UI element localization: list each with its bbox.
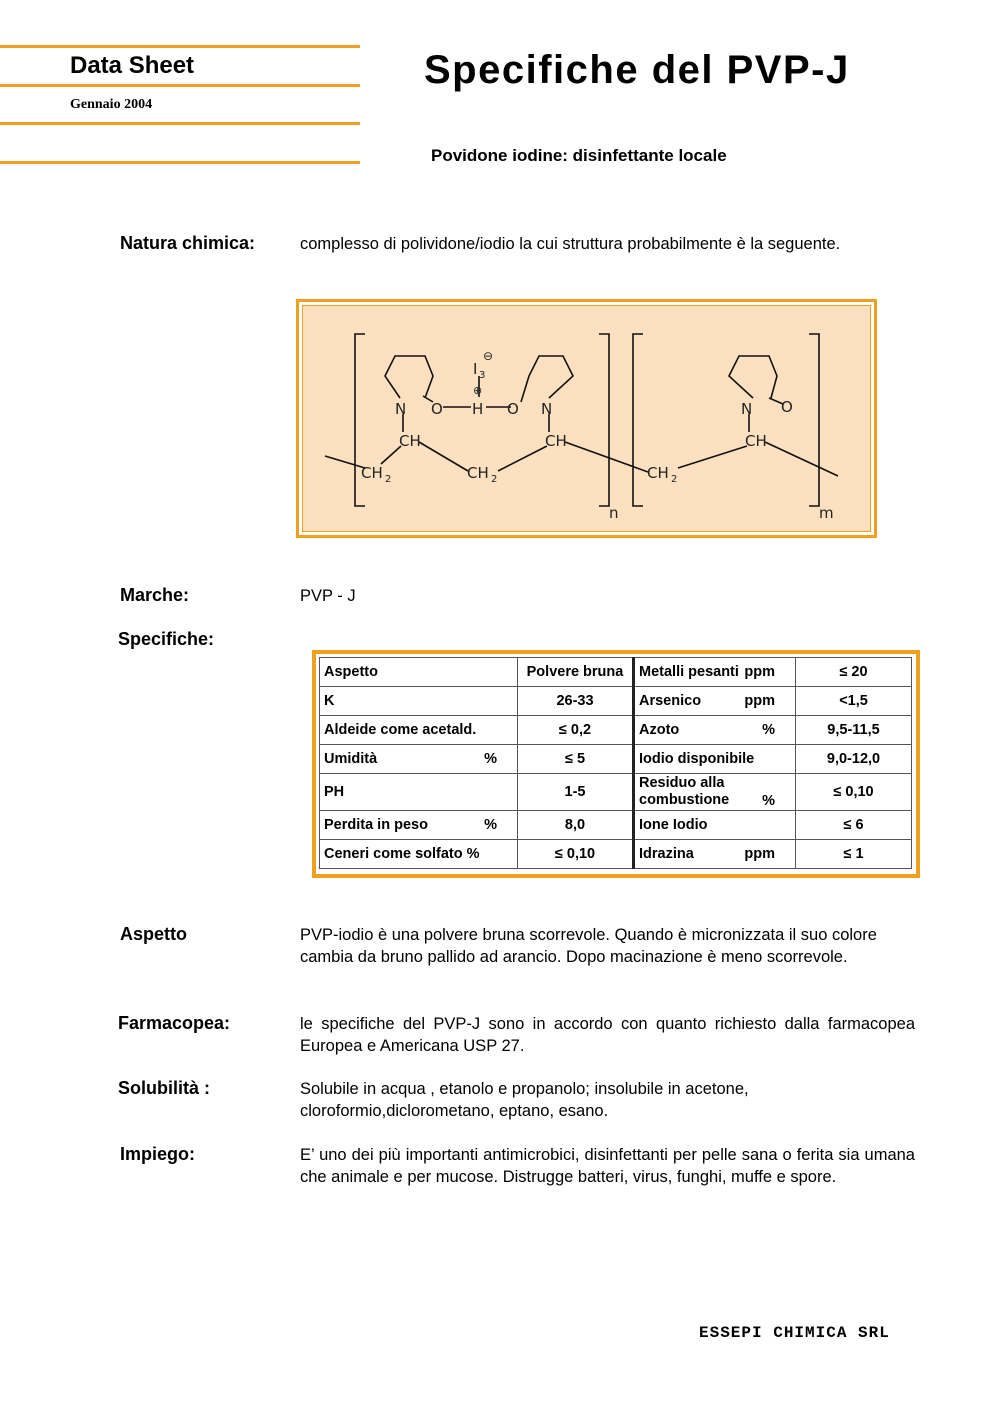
spec-label-cell — [634, 811, 796, 840]
group-ch-3: CH — [745, 432, 767, 450]
spec-label-cell — [634, 745, 796, 774]
header-rule-4 — [0, 161, 360, 164]
group-ch2-3-sub: 2 — [671, 474, 678, 485]
bracket-right-2 — [809, 334, 819, 506]
spec-unit: ppm — [744, 664, 775, 680]
atom-o2: O — [507, 400, 519, 418]
spec-label-cell — [320, 716, 518, 745]
spec-unit: ppm — [744, 846, 775, 862]
structure-panel — [302, 305, 871, 532]
spec-value: ≤ 5 — [518, 745, 634, 774]
spec-label-cell — [320, 774, 518, 811]
spec-unit: % — [484, 817, 497, 833]
spec-label-cell — [634, 716, 796, 745]
spec-label-cell — [320, 687, 518, 716]
table-row — [320, 687, 912, 716]
bracket-left-2 — [633, 334, 643, 506]
spec-value: ≤ 0,10 — [796, 774, 912, 811]
atom-o1: O — [431, 400, 443, 418]
group-ch-1: CH — [399, 432, 421, 450]
table-row — [320, 774, 912, 811]
page-subtitle: Povidone iodine: disinfettante locale — [431, 146, 727, 165]
natura-text: complesso di polividone/iodio la cui struttura probabilmente è la seguente. — [300, 235, 841, 253]
header-rule-1 — [0, 45, 360, 48]
page-title: Specifiche del PVP-J — [424, 48, 850, 92]
spec-label-cell — [320, 745, 518, 774]
group-ch2-1-sub: 2 — [385, 474, 392, 485]
structure-frame — [296, 299, 877, 538]
spec-name: Ione Iodio — [639, 817, 708, 833]
backbone-6 — [678, 446, 747, 468]
backbone-4 — [498, 446, 547, 471]
spec-value: Polvere bruna — [518, 658, 634, 687]
index-m: m — [819, 504, 834, 522]
spec-value: 8,0 — [518, 811, 634, 840]
spec-label-cell — [320, 811, 518, 840]
header-rule-2 — [0, 84, 360, 87]
spec-name: K — [324, 693, 335, 709]
atom-h: H — [472, 400, 484, 418]
backbone-3 — [419, 442, 468, 471]
spec-unit: % — [484, 751, 497, 767]
spec-name: Idrazina — [639, 846, 694, 862]
atom-i3-sub: 3 — [479, 370, 486, 381]
group-ch-2: CH — [545, 432, 567, 450]
solubilita-text: Solubile in acqua , etanolo e propanolo; insolubile in acetone, cloroformio,diclorometano, eptano, esano. — [300, 1080, 749, 1120]
spec-name-line2: combustione — [639, 792, 730, 808]
backbone-5 — [565, 442, 648, 472]
spec-name: Aspetto — [324, 664, 378, 680]
spec-name: Aldeide come acetald. — [324, 722, 477, 738]
atom-n3: N — [741, 400, 753, 418]
marche-text: PVP - J — [300, 587, 356, 605]
atom-n1: N — [395, 400, 407, 418]
ring-2 — [521, 356, 573, 402]
bracket-right-1 — [599, 334, 609, 506]
company-name: ESSEPI CHIMICA SRL — [699, 1324, 890, 1342]
spec-unit: % — [762, 722, 775, 738]
charge-minus: ⊖ — [483, 349, 494, 363]
spec-name: PH — [324, 784, 345, 800]
spec-unit: ppm — [744, 693, 775, 709]
group-ch2-3: CH — [647, 464, 669, 482]
atom-i3: I — [473, 360, 478, 378]
spec-name: Azoto — [639, 722, 680, 738]
natura-label: Natura chimica: — [120, 233, 256, 253]
spec-label-cell — [634, 840, 796, 869]
spec-name: Metalli pesanti — [639, 664, 739, 680]
table-row — [320, 840, 912, 869]
table-row — [320, 658, 912, 687]
spec-name: Umidità — [324, 751, 378, 767]
spec-value: ≤ 1 — [796, 840, 912, 869]
structure-diagram — [303, 306, 870, 531]
spec-label-cell — [320, 840, 518, 869]
spec-value: ≤ 0,10 — [518, 840, 634, 869]
spec-unit: % — [762, 793, 775, 809]
backbone-7 — [765, 442, 838, 476]
spec-name: Residuo alla — [639, 775, 725, 791]
spec-value: ≤ 0,2 — [518, 716, 634, 745]
spec-value: ≤ 20 — [796, 658, 912, 687]
spec-value: ≤ 6 — [796, 811, 912, 840]
spec-value: <1,5 — [796, 687, 912, 716]
spec-table — [319, 657, 912, 869]
spec-name: Iodio disponibile — [639, 751, 755, 767]
spec-name: Ceneri come solfato % — [324, 846, 480, 862]
spec-value: 9,0-12,0 — [796, 745, 912, 774]
farmacopea-text: le specifiche del PVP-J sono in accordo con quanto richiesto dalla farmacopea Europea e Americana USP 27. — [300, 1015, 915, 1055]
index-n: n — [609, 504, 619, 522]
doc-date: Gennaio 2004 — [70, 97, 153, 112]
backbone-2 — [381, 446, 401, 464]
header-rule-3 — [0, 122, 360, 125]
aspetto-text: PVP-iodio è una polvere bruna scorrevole. Quando è micronizzata il suo colore cambia da bruno pallido ad arancio. Dopo macinazione è meno scorrevole. — [300, 926, 877, 966]
group-ch2-1: CH — [361, 464, 383, 482]
marche-label: Marche: — [120, 585, 190, 605]
spec-value: 26-33 — [518, 687, 634, 716]
specifiche-label: Specifiche: — [118, 629, 215, 649]
spec-value: 9,5-11,5 — [796, 716, 912, 745]
solubilita-label: Solubilità : — [118, 1078, 210, 1098]
farmacopea-label: Farmacopea: — [118, 1013, 231, 1033]
spec-label-cell — [634, 658, 796, 687]
backbone-1 — [325, 456, 365, 468]
spec-label-cell — [320, 658, 518, 687]
ring-3 — [729, 356, 777, 398]
table-row — [320, 811, 912, 840]
atom-o3: O — [781, 398, 793, 416]
aspetto-label: Aspetto — [120, 924, 187, 944]
group-ch2-2-sub: 2 — [491, 474, 498, 485]
spec-table-frame — [312, 650, 920, 878]
spec-label-cell — [634, 687, 796, 716]
atom-n2: N — [541, 400, 553, 418]
table-row — [320, 716, 912, 745]
impiego-text: E’ uno dei più importanti antimicrobici, disinfettanti per pelle sana o ferita sia umana che animale e per mucose. Distrugge batteri, virus, funghi, muffe e spore. — [300, 1146, 915, 1186]
spec-name: Perdita in peso — [324, 817, 428, 833]
spec-value: 1-5 — [518, 774, 634, 811]
table-row — [320, 745, 912, 774]
ring-1 — [385, 356, 433, 398]
spec-label-cell — [634, 774, 796, 811]
group-ch2-2: CH — [467, 464, 489, 482]
impiego-label: Impiego: — [120, 1144, 195, 1164]
doc-type: Data Sheet — [70, 52, 195, 79]
spec-name: Arsenico — [639, 693, 702, 709]
charge-plus: ⊕ — [473, 384, 483, 397]
